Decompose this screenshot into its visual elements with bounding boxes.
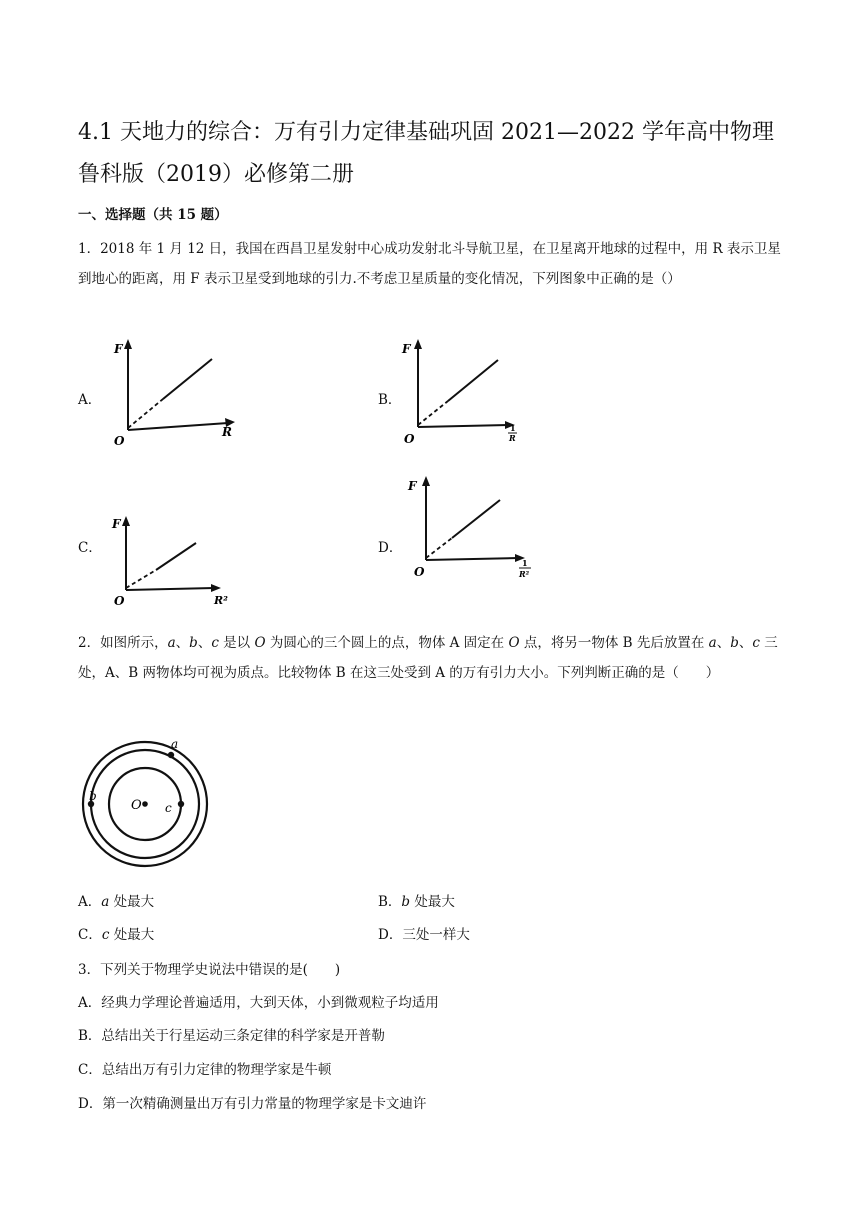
q1-option-b-label: B．	[378, 392, 402, 408]
q2-option-a	[78, 890, 154, 910]
document-title	[78, 112, 798, 196]
option-label: C．	[78, 927, 102, 943]
question-text: 2018 年 1 月 12 日，我国在西昌卫星发射中心成功发射北斗导航卫星，在卫星离开地球的过程中，用 R 表示卫星到地心的距离，用 F 表示卫星受到地球的引力.不考虑卫星质量的变化情况，下列图象中正确的是（）	[78, 241, 781, 287]
q1-option-c-label: C．	[78, 540, 102, 556]
y-axis-label: F	[408, 479, 417, 493]
q1-graph-d	[400, 470, 540, 585]
stem-text: 三处，A、B 两物体均可视为质点。比较物体 B 在这三处受到 A 的万有引力大小。下列判断正确的是（ ）	[78, 635, 778, 681]
center-o-label: O	[131, 798, 142, 813]
origin-label: O	[114, 434, 125, 448]
x-axis-label: R	[222, 425, 232, 439]
stem-text: 点，将另一物体 B 先后放置在	[519, 635, 709, 651]
section-heading: 一、选择题（共 15 题）	[78, 207, 228, 223]
x-axis-denominator: R	[509, 433, 516, 443]
question-number: 1．	[78, 241, 101, 257]
option-label: B．	[78, 1028, 102, 1044]
q3-option-a	[78, 991, 439, 1011]
option-text: 总结出万有引力定律的物理学家是牛顿	[101, 1062, 332, 1078]
option-label: D．	[78, 1096, 103, 1112]
option-label: C．	[78, 1062, 102, 1078]
title-line-2: 鲁科版（2019）必修第二册	[78, 162, 354, 187]
option-var: c	[101, 927, 110, 943]
stem-text: 是以	[218, 635, 255, 651]
q3-option-c	[78, 1058, 331, 1078]
option-text: 三处一样大	[402, 927, 470, 943]
question-3-stem	[78, 958, 340, 978]
point-b-label: b	[89, 789, 97, 803]
stem-text: 、	[175, 635, 190, 651]
stem-var: a	[167, 635, 176, 651]
stem-text: 为圆心的三个圆上的点，物体 A 固定在	[265, 635, 509, 651]
q1-graph-b	[398, 335, 538, 450]
q1-graph-a	[108, 335, 248, 450]
option-text: 处最大	[109, 894, 155, 910]
option-text: 处最大	[109, 927, 155, 943]
q1-option-d-label: D．	[378, 540, 403, 556]
question-1-stem	[78, 234, 786, 294]
option-var: a	[101, 894, 110, 910]
option-label: A．	[78, 894, 102, 910]
option-var: b	[401, 894, 411, 910]
q2-option-d	[378, 923, 470, 943]
origin-label: O	[114, 594, 125, 608]
option-text: 总结出关于行星运动三条定律的科学家是开普勒	[101, 1028, 385, 1044]
q3-option-d	[78, 1092, 426, 1112]
x-axis-numerator: 1	[522, 558, 528, 568]
stem-text: 、	[197, 635, 212, 651]
option-label: D．	[378, 927, 403, 943]
q2-option-c	[78, 923, 154, 943]
y-axis-label: F	[112, 517, 121, 531]
option-label: A．	[78, 995, 102, 1011]
x-axis-numerator: 1	[510, 423, 516, 433]
option-text: 第一次精确测量出万有引力常量的物理学家是卡文迪许	[102, 1096, 427, 1112]
stem-var: a	[708, 635, 717, 651]
option-label: B．	[378, 894, 402, 910]
stem-text: 、	[738, 635, 753, 651]
question-number: 3．	[78, 962, 101, 978]
stem-var: O	[254, 635, 266, 651]
y-axis-label: F	[402, 342, 411, 356]
stem-text: 、	[716, 635, 731, 651]
stem-text: 如图所示，	[100, 635, 168, 651]
x-axis-denominator: R²	[519, 569, 530, 579]
q2-concentric-circles-figure	[78, 732, 218, 872]
y-axis-label: F	[114, 342, 123, 356]
question-2-stem	[78, 628, 786, 688]
title-line-1: 4.1 天地力的综合：万有引力定律基础巩固 2021—2022 学年高中物理	[78, 120, 774, 145]
stem-var: c	[211, 635, 219, 651]
q2-option-b	[378, 890, 455, 910]
q3-option-b	[78, 1024, 385, 1044]
option-text: 经典力学理论普遍适用，大到天体，小到微观粒子均适用	[101, 995, 439, 1011]
stem-var: O	[508, 635, 520, 651]
question-text: 下列关于物理学史说法中错误的是( )	[100, 962, 341, 978]
q1-graph-c	[108, 508, 248, 608]
stem-var: b	[189, 635, 198, 651]
q1-option-a-label: A．	[78, 392, 102, 408]
point-c-label: c	[165, 801, 172, 815]
origin-label: O	[404, 432, 415, 446]
option-text: 处最大	[410, 894, 455, 910]
point-a-label: a	[171, 737, 179, 751]
question-number: 2．	[78, 635, 101, 651]
origin-label: O	[414, 565, 425, 579]
stem-var: b	[730, 635, 739, 651]
stem-var: c	[752, 635, 760, 651]
x-axis-label: R²	[214, 594, 228, 607]
